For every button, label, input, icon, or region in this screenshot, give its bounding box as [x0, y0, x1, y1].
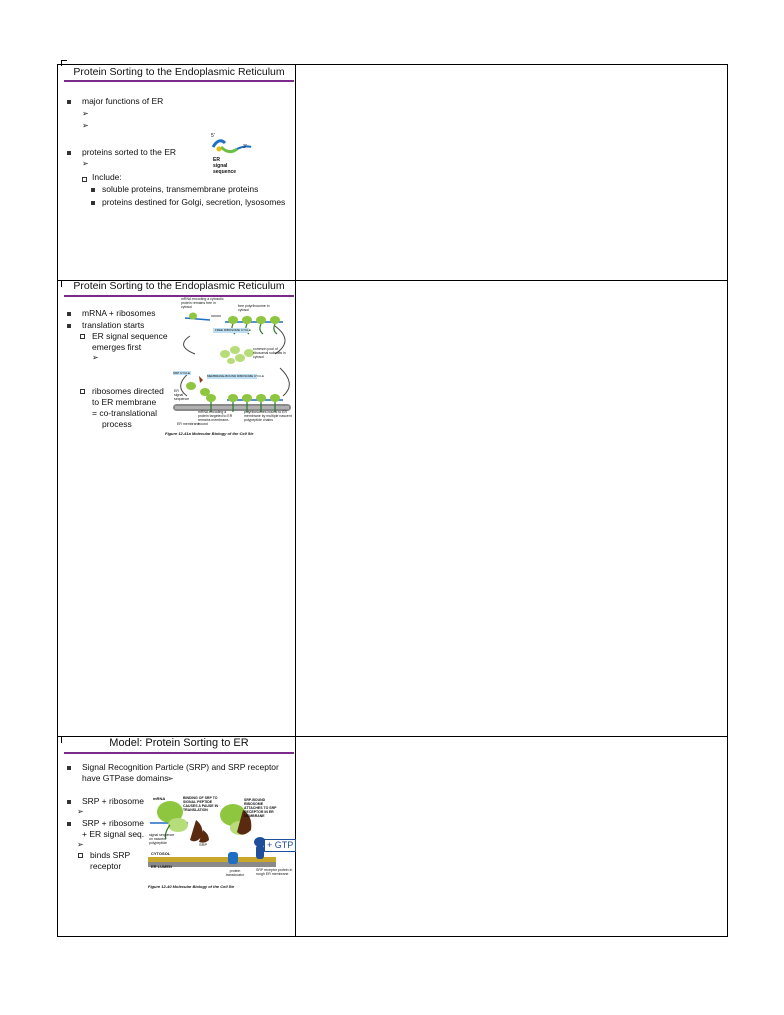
- figure-caption: Figure 12-41a Molecular Biology of the Cell 5/e: [165, 431, 254, 436]
- arrow-marker: ➢: [77, 807, 84, 816]
- figure-label: ER membrane: [177, 422, 200, 426]
- column-divider: [295, 64, 296, 937]
- bullet-text: mRNA + ribosomes: [82, 308, 156, 318]
- bullet-text: have GTPase domains: [82, 773, 169, 783]
- figure-label: SRP-BOUND RIBOSOME ATTACHES TO SRP RECEPTOR IN ER MEMBRANE: [244, 798, 277, 818]
- bullet-text: Include:: [92, 172, 122, 182]
- arrow-marker: ➢: [77, 840, 84, 849]
- arrow-marker: ➢: [92, 353, 99, 362]
- sub-bullet-marker: [82, 177, 87, 182]
- title-underline: [64, 80, 294, 82]
- bullet-marker: [67, 800, 71, 804]
- bullet-text: SRP + ribosome: [82, 818, 144, 828]
- bullet-text: + ER signal seq.: [82, 829, 145, 839]
- bullet-text: major functions of ER: [82, 96, 164, 106]
- slide-corner-mark: [61, 737, 62, 743]
- bullet-marker: [67, 100, 71, 104]
- figure-label: mRNA encoding a cytosolic protein remains free in cytosol: [181, 297, 224, 309]
- slide-title: Model: Protein Sorting to ER: [109, 737, 249, 749]
- figure-label: BINDING OF SRP TO SIGNAL PEPTIDE CAUSES A PAUSE IN TRANSLATION: [183, 796, 219, 812]
- figure-label: mRNA encoding a protein targeted to ER remains membrane-bound: [198, 410, 233, 426]
- bullet-marker: [67, 822, 71, 826]
- slide-corner-mark-h: [61, 60, 67, 61]
- figure-label: CYTOSOL: [151, 851, 171, 856]
- bullet-text: SRP + ribosome: [82, 796, 144, 806]
- arrow-marker: ➢: [82, 121, 89, 130]
- bullet-marker: [67, 151, 71, 155]
- bullet-text: proteins destined for Golgi, secretion, lysosomes: [102, 197, 286, 207]
- figure-label: ER signal sequence: [174, 389, 190, 401]
- figure-label: 5': [211, 133, 215, 139]
- figure-label: SRP receptor protein in rough ER membrane: [256, 868, 293, 876]
- sub-bullet-marker: [80, 334, 85, 339]
- figure-label: mRNA: [153, 796, 166, 801]
- bullet-text: ribosomes directed: [92, 386, 164, 396]
- figure-label: SRP CYCLE: [173, 371, 190, 375]
- bullet-text: soluble proteins, transmembrane proteins: [102, 184, 259, 194]
- figure-label: MEMBRANE-BOUND RIBOSOME CYCLE: [207, 374, 265, 378]
- figure-label: free polyribosome in cytosol: [238, 304, 270, 312]
- arrow-marker: ➢: [82, 159, 89, 168]
- title-underline: [64, 752, 294, 754]
- bullet-text: process: [102, 419, 132, 429]
- bullet-text: proteins sorted to the ER: [82, 147, 177, 157]
- bullet-marker: [67, 312, 71, 316]
- figure-label: ER: [213, 157, 220, 163]
- bullet-text: Signal Recognition Particle (SRP) and SRP receptor: [82, 762, 279, 772]
- bullet-text: binds SRP: [90, 850, 131, 860]
- figure-label: polyribosomes bound to ER membrane by multiple nascent polypeptide chains: [244, 410, 292, 422]
- bullet-marker: [67, 324, 71, 328]
- figure-label: SRP: [199, 842, 208, 847]
- gtp-label: + GTP: [264, 839, 296, 852]
- sub-bullet-marker: [78, 853, 83, 858]
- bullet-text: ER signal sequence: [92, 331, 168, 341]
- slide-corner-mark: [61, 281, 62, 287]
- figure-label: ER LUMEN: [151, 864, 172, 869]
- figure-caption: Figure 12-40 Molecular Biology of the Cell 5/e: [148, 884, 235, 889]
- bullet-text: receptor: [90, 861, 122, 871]
- bullet-marker: [67, 766, 71, 770]
- slide-title: Protein Sorting to the Endoplasmic Reticulum: [73, 66, 285, 78]
- figure-label: protein translocator: [225, 869, 245, 877]
- bullet-text: translation starts: [82, 320, 145, 330]
- bullet-marker: [91, 188, 95, 192]
- bullet-text: to ER membrane: [92, 397, 157, 407]
- arrow-marker: ➢: [82, 109, 89, 118]
- slide-title: Protein Sorting to the Endoplasmic Reticulum: [73, 280, 285, 292]
- sub-bullet-marker: [80, 389, 85, 394]
- figure-label: common pool of ribosomal subunits in cytosol: [253, 347, 286, 359]
- arrow-marker: ➢: [167, 774, 174, 783]
- figure-label: signal sequence on nascent polypeptide: [149, 833, 175, 845]
- figure-label: FREE RIBOSOME CYCLE: [215, 328, 251, 332]
- bullet-marker: [91, 201, 95, 205]
- bullet-text: = co-translational: [92, 408, 157, 418]
- bullet-text: emerges first: [92, 342, 142, 352]
- figure-label: signal: [213, 163, 228, 169]
- figure-label: sequence: [213, 169, 237, 175]
- figure-label: 3': [243, 144, 247, 150]
